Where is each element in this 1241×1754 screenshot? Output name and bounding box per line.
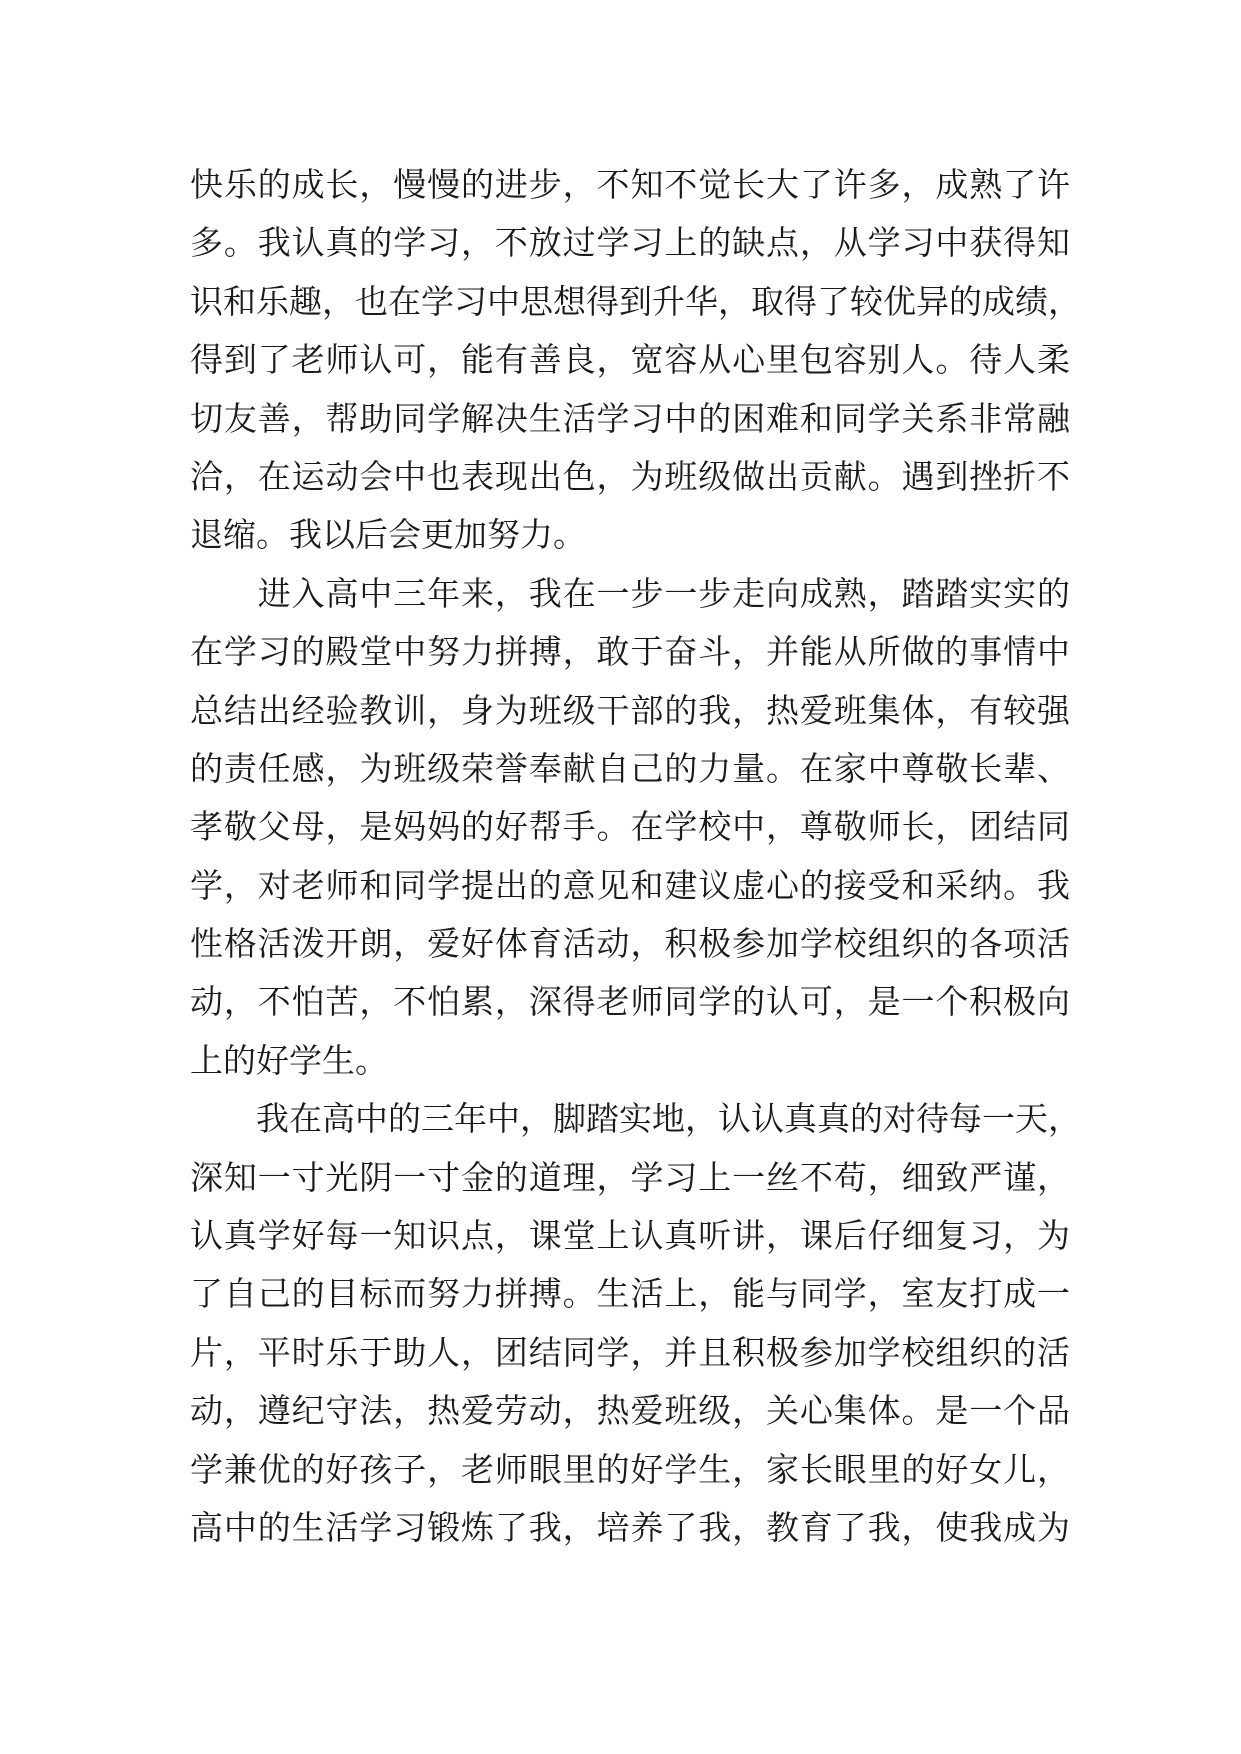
text-line: 动，遵纪守法，热爱劳动，热爱班级，关心集体。是一个品 [190,1391,1070,1431]
text-line: 的责任感，为班级荣誉奉献自己的力量。在家中尊敬长辈、 [190,748,1070,788]
text-line: 学，对老师和同学提出的意见和建议虚心的接受和采纳。我 [190,865,1070,905]
text-line: 进入高中三年来，我在一步一步走向成熟，踏踏实实的 [190,573,1070,613]
text-line: 高中的生活学习锻炼了我，培养了我，教育了我，使我成为 [190,1507,1070,1547]
text-line: 上的好学生。 [190,1040,388,1080]
text-line: 深知一寸光阴一寸金的道理，学习上一丝不苟，细致严谨， [190,1157,1070,1197]
text-line: 切友善，帮助同学解决生活学习中的困难和同学关系非常融 [190,398,1070,438]
text-line: 识和乐趣，也在学习中思想得到升华，取得了较优异的成绩， [190,281,1081,321]
text-line: 总结出经验教训，身为班级干部的我，热爱班集体，有较强 [190,690,1070,730]
text-line: 我在高中的三年中，脚踏实地，认认真真的对待每一天， [190,1099,1081,1139]
text-line: 多。我认真的学习，不放过学习上的缺点，从学习中获得知 [190,223,1070,263]
text-line: 在学习的殿堂中努力拼搏，敢于奋斗，并能从所做的事情中 [190,632,1070,672]
text-line: 洽，在运动会中也表现出色，为班级做出贡献。遇到挫折不 [190,456,1070,496]
text-line: 了自己的目标而努力拼搏。生活上，能与同学，室友打成一 [190,1274,1070,1314]
text-line: 孝敬父母，是妈妈的好帮手。在学校中，尊敬师长，团结同 [190,807,1070,847]
text-line: 动，不怕苦，不怕累，深得老师同学的认可，是一个积极向 [190,982,1070,1022]
text-line: 退缩。我以后会更加努力。 [190,515,586,555]
text-line: 认真学好每一知识点，课堂上认真听讲，课后仔细复习，为 [190,1216,1070,1256]
text-line: 片，平时乐于助人，团结同学，并且积极参加学校组织的活 [190,1332,1070,1372]
body-text [190,156,1081,1557]
text-line: 学兼优的好孩子，老师眼里的好学生，家长眼里的好女儿， [190,1449,1070,1489]
text-line: 得到了老师认可，能有善良，宽容从心里包容别人。待人柔 [190,340,1070,380]
text-line: 快乐的成长，慢慢的进步，不知不觉长大了许多，成熟了许 [190,165,1070,204]
text-line: 性格活泼开朗，爱好体育活动，积极参加学校组织的各项活 [190,924,1070,964]
